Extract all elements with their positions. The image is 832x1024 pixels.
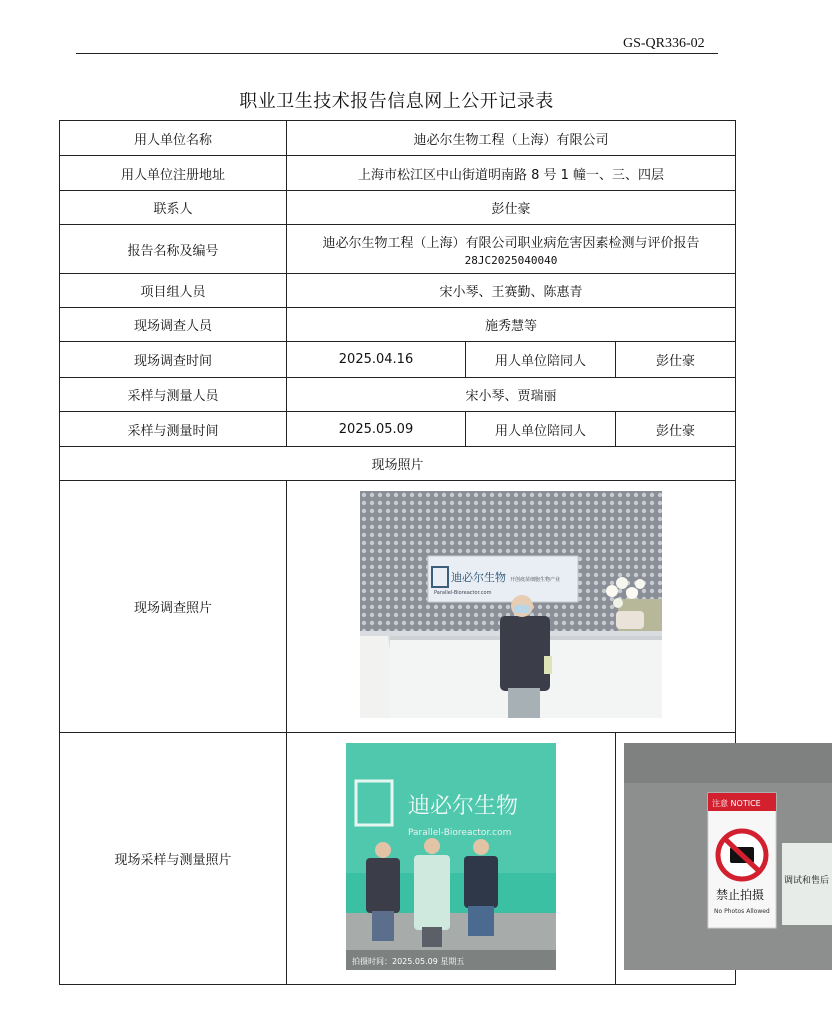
sampling-group-photo: [346, 743, 556, 970]
contact-label: 联系人: [60, 191, 287, 225]
project-team-label: 项目组人员: [60, 274, 287, 308]
survey-logo-sub: Parallel-Bioreactor.com: [434, 590, 492, 596]
row-sampling-time: [60, 412, 736, 447]
row-survey-staff: [60, 308, 736, 342]
survey-time-label: 现场调查时间: [60, 342, 287, 378]
survey-date: 2025.04.16: [287, 342, 466, 378]
survey-slogan: 开创疫苗细胞生物产业: [510, 577, 561, 583]
no-photo-sign: [708, 793, 776, 928]
report-value: [287, 225, 736, 274]
record-table: [59, 120, 830, 985]
photos-header: 现场照片: [60, 447, 736, 481]
employer-name-label: 用人单位名称: [60, 121, 287, 156]
employer-address-label: 用人单位注册地址: [60, 156, 287, 191]
sampling-logo-text: 迪必尔生物: [408, 794, 519, 819]
header-rule: [76, 53, 718, 54]
employer-name-value: 迪必尔生物工程（上海）有限公司: [287, 121, 736, 156]
survey-logo-text: 迪必尔生物: [451, 571, 506, 584]
page-title: 职业卫生技术报告信息网上公开记录表: [239, 91, 554, 112]
survey-staff-label: 现场调查人员: [60, 308, 287, 342]
row-employer-name: [60, 121, 736, 156]
report-label: 报告名称及编号: [60, 225, 287, 274]
sampling-companion: 彭仕豪: [616, 412, 736, 447]
project-team-value: 宋小琴、王赛勤、陈惠青: [287, 274, 736, 308]
row-contact: [60, 191, 736, 225]
employer-address-value: 上海市松江区中山街道明南路 8 号 1 幢一、三、四层: [287, 156, 736, 191]
sampling-date: 2025.05.09: [287, 412, 466, 447]
row-survey-time: [60, 342, 736, 378]
survey-staff-value: 施秀慧等: [287, 308, 736, 342]
sampling-sign-photo: [624, 743, 832, 970]
survey-photo-cell: [287, 481, 736, 733]
sampling-photo-timestamp: 拍摄时间：2025.05.09 星期五: [352, 957, 465, 966]
row-project-team: [60, 274, 736, 308]
row-employer-address: [60, 156, 736, 191]
row-sampling-staff: [60, 378, 736, 412]
survey-companion: 彭仕豪: [616, 342, 736, 378]
row-survey-photo: [60, 481, 736, 733]
survey-companion-label: 用人单位陪同人: [466, 342, 616, 378]
sampling-group-photo-cell: [287, 733, 616, 985]
sign-text-en: No Photos Allowed: [714, 908, 770, 915]
sampling-staff-value: 宋小琴、贾瑞丽: [287, 378, 736, 412]
sampling-sign-photo-cell: [616, 733, 830, 985]
report-name: 迪必尔生物工程（上海）有限公司职业病危害因素检测与评价报告: [322, 235, 700, 251]
sampling-time-label: 采样与测量时间: [60, 412, 287, 447]
row-photos-header: [60, 447, 736, 481]
sampling-photo-label: 现场采样与测量照片: [60, 733, 287, 985]
sampling-logo-sub: Parallel-Bioreactor.com: [408, 828, 512, 838]
side-sign: [782, 843, 832, 925]
survey-photo: [360, 491, 662, 718]
sign-notice: 注意 NOTICE: [712, 799, 761, 808]
survey-photo-label: 现场调查照片: [60, 481, 287, 733]
row-sampling-photos: [60, 733, 736, 985]
document-code: GS-QR336-02: [623, 36, 705, 51]
row-report: [60, 225, 736, 274]
side-sign-text: 调试和售后: [784, 876, 830, 886]
report-number: 28JC2025040040: [464, 253, 558, 267]
sampling-staff-label: 采样与测量人员: [60, 378, 287, 412]
sign-text: 禁止拍摄: [716, 888, 765, 902]
sampling-companion-label: 用人单位陪同人: [466, 412, 616, 447]
contact-value: 彭仕豪: [287, 191, 736, 225]
